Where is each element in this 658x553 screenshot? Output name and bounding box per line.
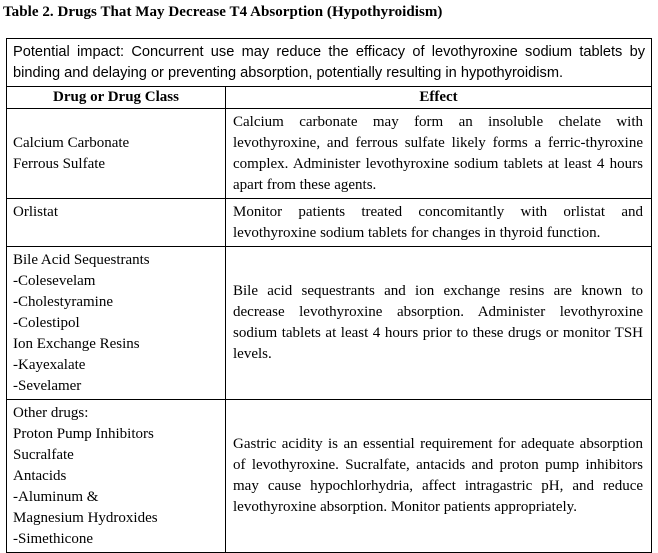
table-row — [7, 109, 652, 199]
effect-cell: Bile acid sequestrants and ion exchange resins are known to decrease levothyroxine absorption. Administer levothyroxine sodium tablets at least 4 hours prior to these drugs or monitor TSH levels. — [226, 247, 652, 400]
drug-interaction-table — [6, 38, 652, 553]
drug-name: Other drugs: — [13, 404, 89, 421]
drug-name: -Colesevelam — [13, 272, 96, 289]
drug-name: Calcium Carbonate — [13, 134, 130, 151]
effect-cell: Gastric acidity is an essential requirement for adequate absorption of levothyroxine. Sucralfate, antacids and proton pump inhibitors may cause hypochlorhydria, affect intragastric pH, and reduce levothyroxine absorption. Monitor patients appropriately. — [226, 400, 652, 553]
effect-column-header: Effect — [226, 87, 652, 109]
drug-cell — [7, 199, 226, 247]
effect-cell: Monitor patients treated concomitantly with orlistat and levothyroxine sodium tablets for changes in thyroid function. — [226, 199, 652, 247]
drug-name: -Kayexalate — [13, 356, 86, 373]
table-title: Table 2. Drugs That May Decrease T4 Absorption (Hypothyroidism) — [3, 4, 443, 20]
drug-name: Antacids — [13, 467, 67, 484]
drug-cell — [7, 400, 226, 553]
potential-impact-text: Potential impact: Concurrent use may reduce the efficacy of levothyroxine sodium tablets by binding and delaying or preventing absorption, potentially resulting in hypothyroidism. — [7, 39, 652, 87]
drug-cell — [7, 109, 226, 199]
table-row — [7, 247, 652, 400]
table-row — [7, 400, 652, 553]
drug-cell — [7, 247, 226, 400]
drug-name: Bile Acid Sequestrants — [13, 251, 150, 268]
drug-name: -Cholestyramine — [13, 293, 113, 310]
drug-name: Magnesium Hydroxides — [13, 509, 158, 526]
effect-cell: Calcium carbonate may form an insoluble chelate with levothyroxine, and ferrous sulfate likely forms a ferric-thyroxine complex. Administer levothyroxine sodium tablets at least 4 hours apart from these agents. — [226, 109, 652, 199]
drug-name: -Sevelamer — [13, 377, 82, 394]
drug-name: -Aluminum & — [13, 488, 99, 505]
drug-name: Proton Pump Inhibitors — [13, 425, 154, 442]
drug-column-header: Drug or Drug Class — [7, 87, 226, 109]
impact-row — [7, 39, 652, 87]
drug-name: -Colestipol — [13, 314, 80, 331]
drug-name: -Simethicone — [13, 530, 93, 547]
drug-name: Ion Exchange Resins — [13, 335, 140, 352]
header-row — [7, 87, 652, 109]
drug-name: Orlistat — [13, 204, 58, 220]
drug-name: Ferrous Sulfate — [13, 155, 106, 172]
table-row — [7, 199, 652, 247]
drug-name: Sucralfate — [13, 446, 74, 463]
